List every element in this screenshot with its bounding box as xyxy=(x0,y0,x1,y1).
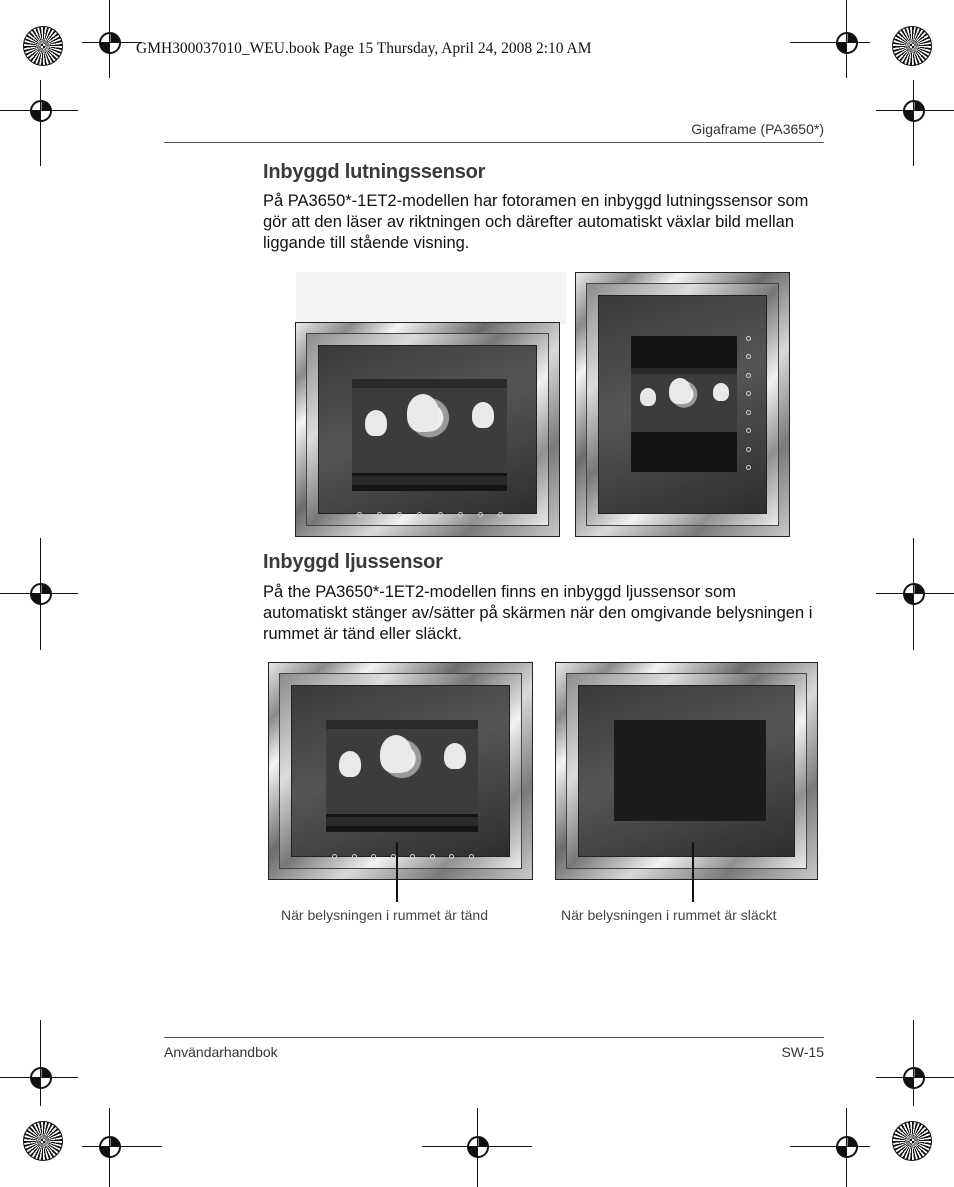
header-rule xyxy=(164,142,824,143)
frame-light-off-image xyxy=(555,662,818,880)
print-slug: GMH300037010_WEU.book Page 15 Thursday, April 24, 2008 2:10 AM xyxy=(136,40,592,57)
footer-rule xyxy=(164,1037,824,1038)
callout-line-light-off xyxy=(692,842,694,902)
portrait-frame-image xyxy=(575,272,790,537)
section-heading-tilt-sensor: Inbyggd lutningssensor xyxy=(263,161,486,183)
landscape-frame-image xyxy=(295,322,560,537)
section-body-light-sensor: På the PA3650*-1ET2-modellen finns en inbyggd ljussensor som automatiskt stänger av/sätter på skärmen när den omgivande belysningen i rummet är tänd eller släckt. xyxy=(263,583,813,643)
footer-left: Användarhandbok xyxy=(164,1044,278,1060)
frame-light-on-image xyxy=(268,662,533,880)
caption-light-on: När belysningen i rummet är tänd xyxy=(281,907,488,923)
running-head: Gigaframe (PA3650*) xyxy=(691,121,824,137)
section-body-tilt-sensor: På PA3650*-1ET2-modellen har fotoramen en inbyggd lutningssensor som gör att den läser av riktningen och därefter automatiskt växlar bild mellan liggande till stående visning. xyxy=(263,192,809,252)
page-number: SW-15 xyxy=(781,1044,824,1060)
section-heading-light-sensor: Inbyggd ljussensor xyxy=(263,551,443,573)
starburst-mark-icon xyxy=(23,26,63,66)
caption-light-off: När belysningen i rummet är släckt xyxy=(561,907,777,923)
callout-line-light-on xyxy=(396,842,398,902)
landscape-frame-image xyxy=(296,272,566,324)
starburst-mark-icon xyxy=(892,26,932,66)
starburst-mark-icon xyxy=(892,1121,932,1161)
starburst-mark-icon xyxy=(23,1121,63,1161)
